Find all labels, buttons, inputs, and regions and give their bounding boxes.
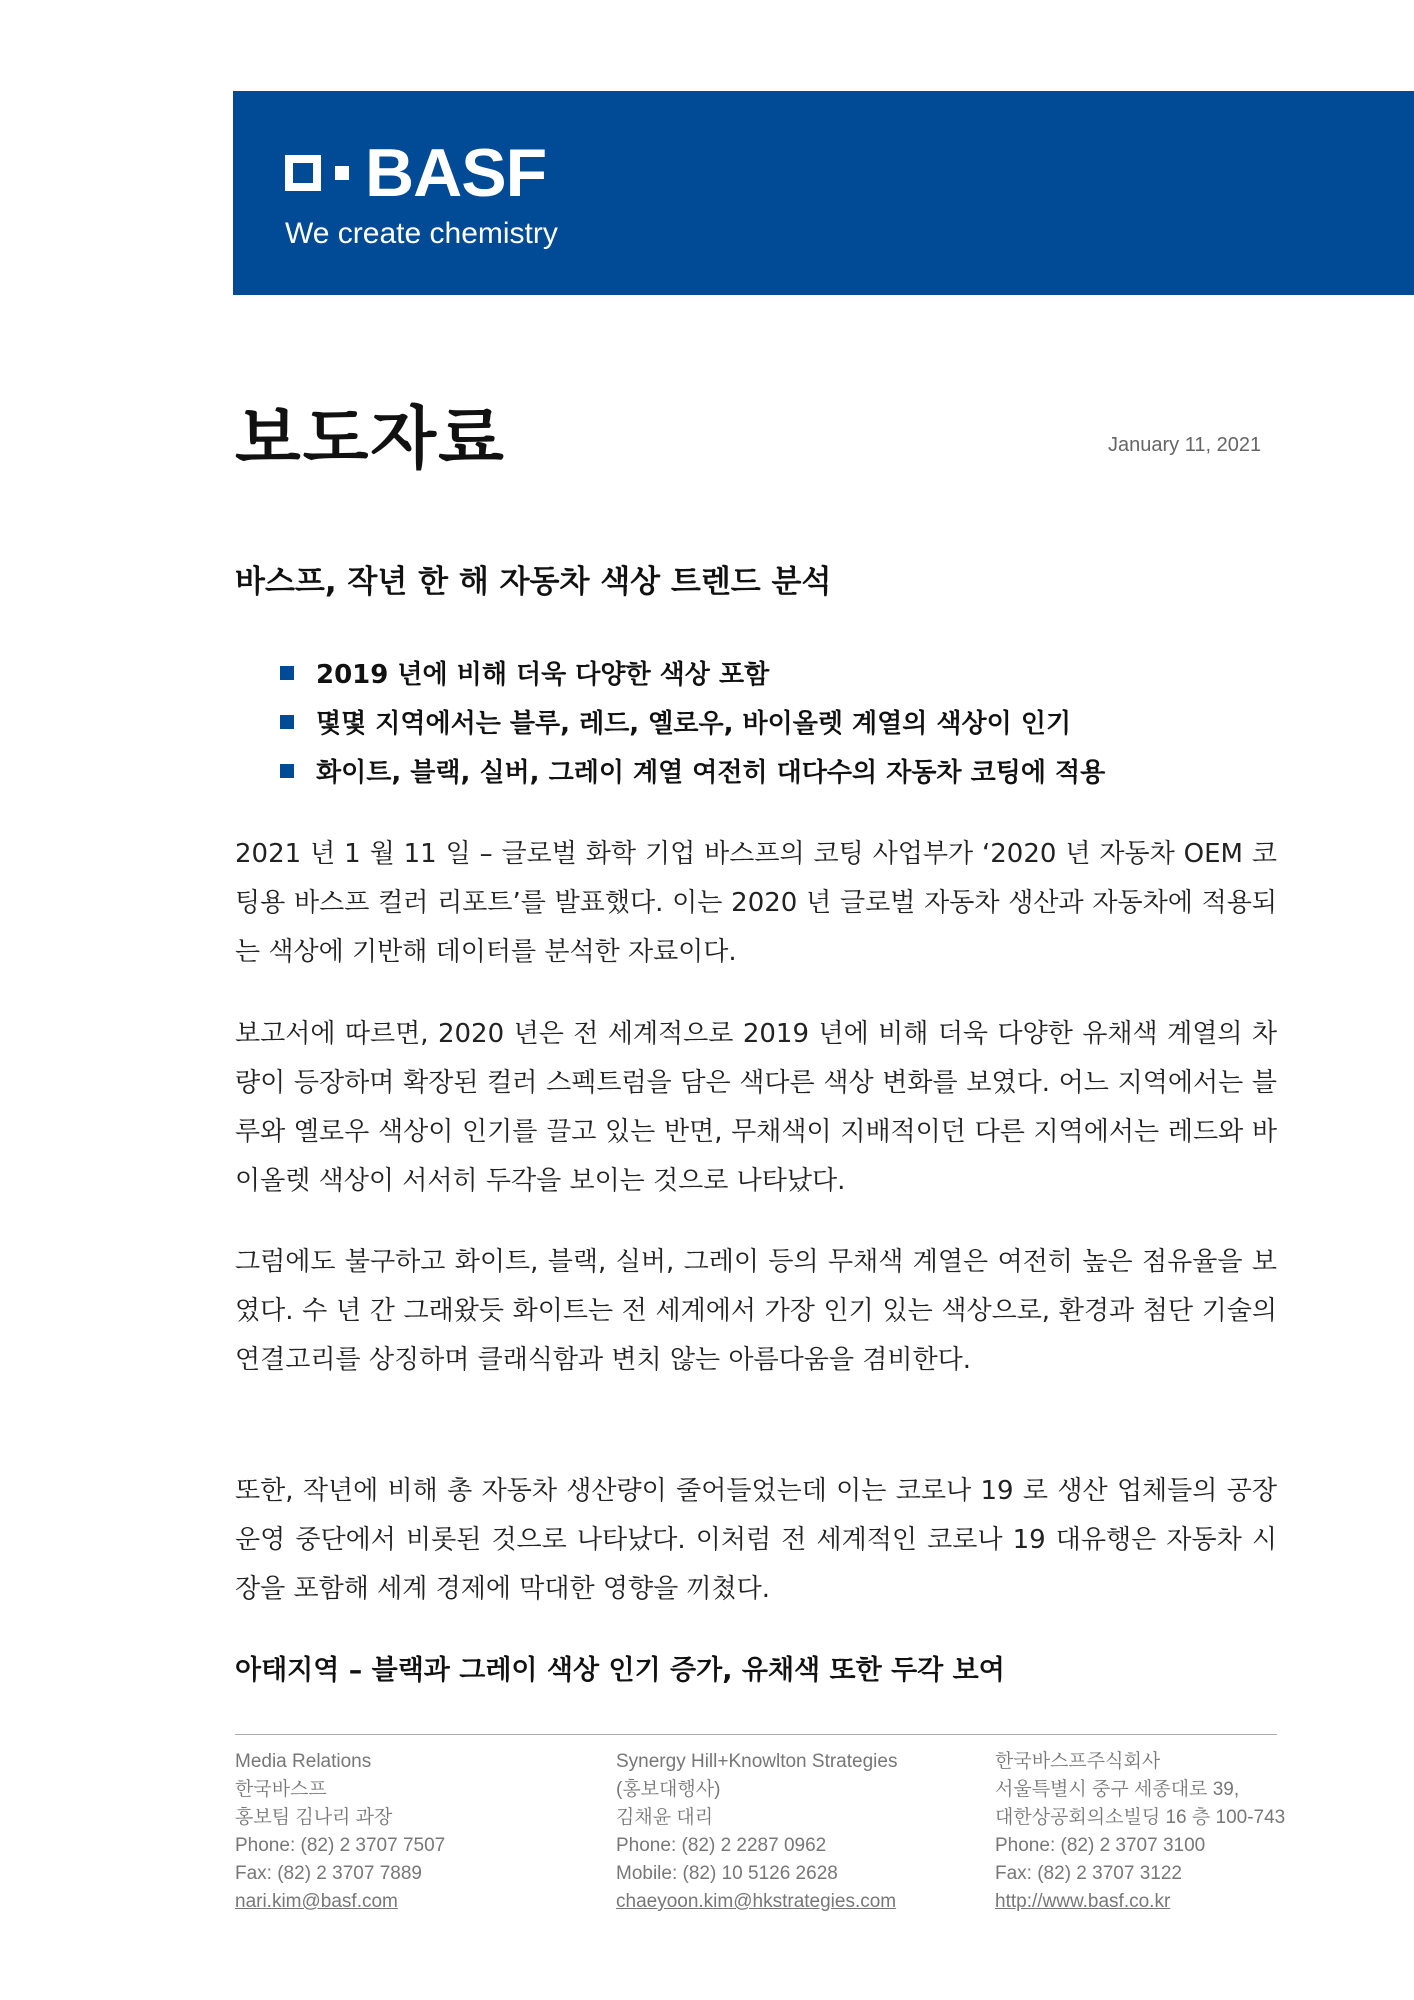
body-paragraph: 보고서에 따르면, 2020 년은 전 세계적으로 2019 년에 비해 더욱 다양한 유채색 계열의 차량이 등장하며 확장된 컬러 스펙트럼을 담은 색다른 색상 변화를 보였다. 어느 지역에서는 블루와 옐로우 색상이 인기를 끌고 있는 반면, 무채색이 지배적이던 다른 지역에서는 레드와 바이올렛 색상이 서서히 두각을 보이는 것으로 나타났다.	[235, 1019, 1277, 1196]
contact-line: Synergy Hill+Knowlton Strategies	[616, 1751, 898, 1772]
bullet-text: 몇몇 지역에서는 블루, 레드, 옐로우, 바이올렛 계열의 색상이 인기	[316, 709, 1072, 739]
contact-line: 한국바스프	[235, 1779, 327, 1800]
email-link[interactable]: nari.kim@basf.com	[235, 1891, 398, 1912]
website-link[interactable]: http://www.basf.co.kr	[995, 1891, 1171, 1912]
contact-line: Media Relations	[235, 1751, 372, 1772]
contact-company	[995, 1748, 1285, 1916]
body-paragraph: 2021 년 1 월 11 일 – 글로벌 화학 기업 바스프의 코팅 사업부가 ‘2020 년 자동차 OEM 코팅용 바스프 컬러 리포트’를 발표했다. 이는 2020 년 글로벌 자동차 생산과 자동차에 적용되는 색상에 기반해 데이터를 분석한 자료이다.	[235, 839, 1277, 967]
bullet-square-icon	[280, 715, 294, 729]
section-subheadline: 아태지역 – 블랙과 그레이 색상 인기 증가, 유채색 또한 두각 보여	[235, 1655, 1005, 1686]
email-link[interactable]: chaeyoon.kim@hkstrategies.com	[616, 1891, 897, 1912]
footer-divider	[235, 1734, 1277, 1735]
contact-line: Phone: (82) 2 2287 0962	[616, 1835, 827, 1856]
contact-line: 김채윤 대리	[616, 1807, 714, 1828]
contact-line: 홍보팀 김나리 과장	[235, 1807, 393, 1828]
tagline: We create chemistry	[285, 217, 558, 250]
header-banner	[233, 91, 1414, 295]
headline: 바스프, 작년 한 해 자동차 색상 트렌드 분석	[235, 564, 832, 600]
logo-text: BASF	[365, 135, 547, 211]
bullet-square-icon	[280, 666, 294, 680]
bullet-text: 2019 년에 비해 더욱 다양한 색상 포함	[316, 660, 770, 690]
contact-line: Fax: (82) 2 3707 7889	[235, 1863, 422, 1884]
bullet-square-icon	[280, 764, 294, 778]
body-paragraph: 그럼에도 불구하고 화이트, 블랙, 실버, 그레이 등의 무채색 계열은 여전히 높은 점유율을 보였다. 수 년 간 그래왔듯 화이트는 전 세계에서 가장 인기 있는 색상으로, 환경과 첨단 기술의 연결고리를 상징하며 클래식함과 변치 않는 아름다움을 겸비한다.	[235, 1247, 1277, 1375]
contact-line: Phone: (82) 2 3707 3100	[995, 1835, 1206, 1856]
contact-media-relations	[235, 1748, 445, 1916]
contact-line: 서울특별시 중구 세종대로 39,	[995, 1779, 1240, 1800]
basf-logo	[285, 135, 547, 211]
bullet-list	[280, 648, 1105, 795]
contact-line: Mobile: (82) 10 5126 2628	[616, 1863, 838, 1884]
document-date: January 11, 2021	[1108, 434, 1262, 456]
bullet-item	[280, 746, 1105, 795]
contact-line: 한국바스프주식회사	[995, 1751, 1161, 1772]
body-paragraph: 또한, 작년에 비해 총 자동차 생산량이 줄어들었는데 이는 코로나 19 로 생산 업체들의 공장 운영 중단에서 비롯된 것으로 나타났다. 이처럼 전 세계적인 코로나 19 대유행은 자동차 시장을 포함해 세계 경제에 막대한 영향을 끼쳤다.	[235, 1476, 1277, 1604]
contact-line: (홍보대행사)	[616, 1779, 721, 1800]
logo-square-icon	[285, 155, 321, 191]
document-title: 보도자료	[235, 400, 506, 479]
contact-pr-agency	[616, 1748, 897, 1916]
bullet-item	[280, 697, 1105, 746]
contact-line: Fax: (82) 2 3707 3122	[995, 1863, 1182, 1884]
contact-line: 대한상공회의소빌딩 16 층 100-743	[995, 1807, 1286, 1828]
contact-line: Phone: (82) 2 3707 7507	[235, 1835, 446, 1856]
bullet-text: 화이트, 블랙, 실버, 그레이 계열 여전히 대다수의 자동차 코팅에 적용	[316, 758, 1106, 788]
bullet-item	[280, 648, 1105, 697]
logo-dot-icon	[335, 166, 349, 180]
